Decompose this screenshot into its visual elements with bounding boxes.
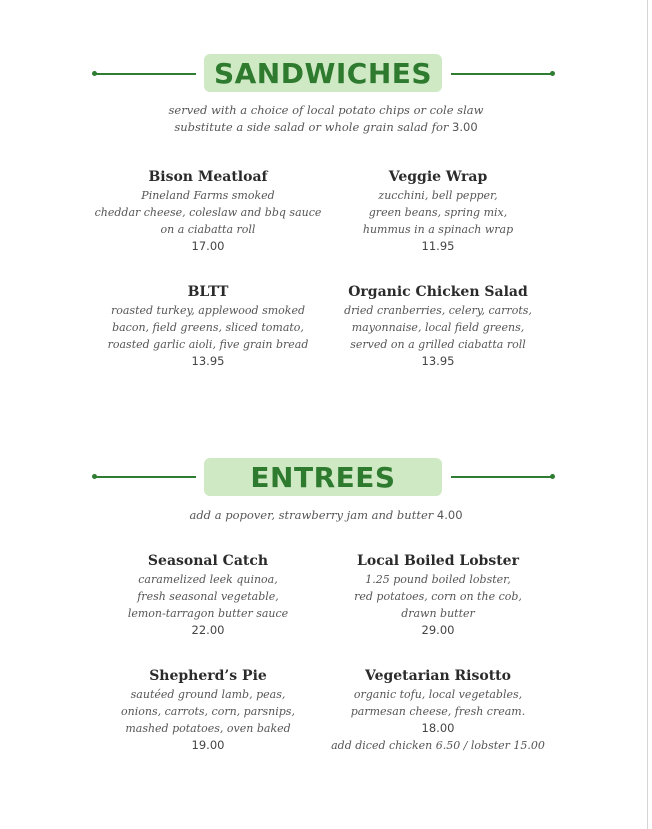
item-desc-line: fresh seasonal vegetable, [137, 590, 279, 603]
item-desc-line: roasted garlic aioli, five grain bread [107, 338, 309, 351]
item-desc-line: 1.25 pound boiled lobster, [365, 573, 511, 586]
menu-item-local-boiled-lobster [318, 552, 558, 639]
menu-item-veggie-wrap [318, 168, 558, 255]
item-price: 13.95 [191, 354, 225, 368]
menu-item-seasonal-catch [88, 552, 328, 639]
item-name: Organic Chicken Salad [348, 284, 528, 300]
menu-item-bltt [88, 283, 328, 370]
item-name: Vegetarian Risotto [365, 668, 511, 684]
item-desc-line: dried cranberries, celery, carrots, [344, 304, 532, 317]
divider-dot-right [550, 71, 555, 76]
item-name: BLTT [187, 284, 229, 300]
menu-item-organic-chicken-salad [318, 283, 558, 370]
note-text: add a popover, strawberry jam and butter [189, 508, 437, 522]
item-price: 29.00 [421, 623, 455, 637]
divider-right [451, 73, 553, 75]
item-desc-line: green beans, spring mix, [368, 206, 508, 219]
note-price: 3.00 [452, 120, 478, 134]
item-desc-line: on a ciabatta roll [160, 223, 256, 236]
menu-item-bison-meatloaf [88, 168, 328, 255]
divider-left [95, 73, 196, 75]
item-price: 18.00 [421, 721, 455, 735]
item-price: 19.00 [191, 738, 225, 752]
item-name: Shepherd’s Pie [149, 668, 267, 684]
item-desc-line: zucchini, bell pepper, [378, 189, 498, 202]
divider-dot-right [550, 474, 555, 479]
section-title-entrees: ENTREES [204, 458, 442, 496]
item-desc-line: cheddar cheese, coleslaw and bbq sauce [94, 206, 322, 219]
divider-right [451, 476, 553, 478]
item-desc-line: parmesan cheese, fresh cream. [350, 705, 526, 718]
item-name: Veggie Wrap [388, 169, 488, 185]
section-title-sandwiches: SANDWICHES [204, 54, 442, 92]
entrees-note [0, 507, 652, 524]
item-name: Bison Meatloaf [148, 169, 268, 185]
note-price: 4.00 [436, 508, 463, 522]
item-name: Local Boiled Lobster [357, 553, 519, 569]
item-desc-line: caramelized leek quinoa, [138, 573, 278, 586]
item-price: 17.00 [191, 239, 225, 253]
note-text: substitute a side salad or whole grain salad for [174, 120, 453, 134]
sandwiches-note [0, 102, 652, 136]
item-addon: add diced chicken 6.50 / lobster 15.00 [331, 739, 545, 752]
menu-item-vegetarian-risotto [318, 667, 558, 754]
item-name: Seasonal Catch [147, 553, 269, 569]
item-desc-line: red potatoes, corn on the cob, [354, 590, 522, 603]
item-desc-line: roasted turkey, applewood smoked [110, 304, 306, 317]
item-desc-line: sautéed ground lamb, peas, [130, 688, 286, 701]
item-price: 11.95 [421, 239, 455, 253]
item-desc-line: drawn butter [401, 607, 475, 620]
item-desc-line: hummus in a spinach wrap [362, 223, 514, 236]
item-desc-line: organic tofu, local vegetables, [353, 688, 523, 701]
divider-left [95, 476, 196, 478]
menu-item-shepherds-pie [88, 667, 328, 754]
item-desc-line: Pineland Farms smoked [141, 189, 275, 202]
item-price: 22.00 [191, 623, 225, 637]
item-desc-line: served on a grilled ciabatta roll [350, 338, 526, 351]
item-desc-line: mayonnaise, local field greens, [351, 321, 525, 334]
item-desc-line: mashed potatoes, oven baked [125, 722, 291, 735]
item-desc-line: onions, carrots, corn, parsnips, [121, 705, 295, 718]
item-desc-line: lemon-tarragon butter sauce [127, 607, 289, 620]
sandwiches-note-line2 [0, 119, 652, 136]
sandwiches-note-line1: served with a choice of local potato chips or cole slaw [168, 103, 484, 117]
item-desc-line: bacon, field greens, sliced tomato, [112, 321, 304, 334]
item-price: 13.95 [421, 354, 455, 368]
